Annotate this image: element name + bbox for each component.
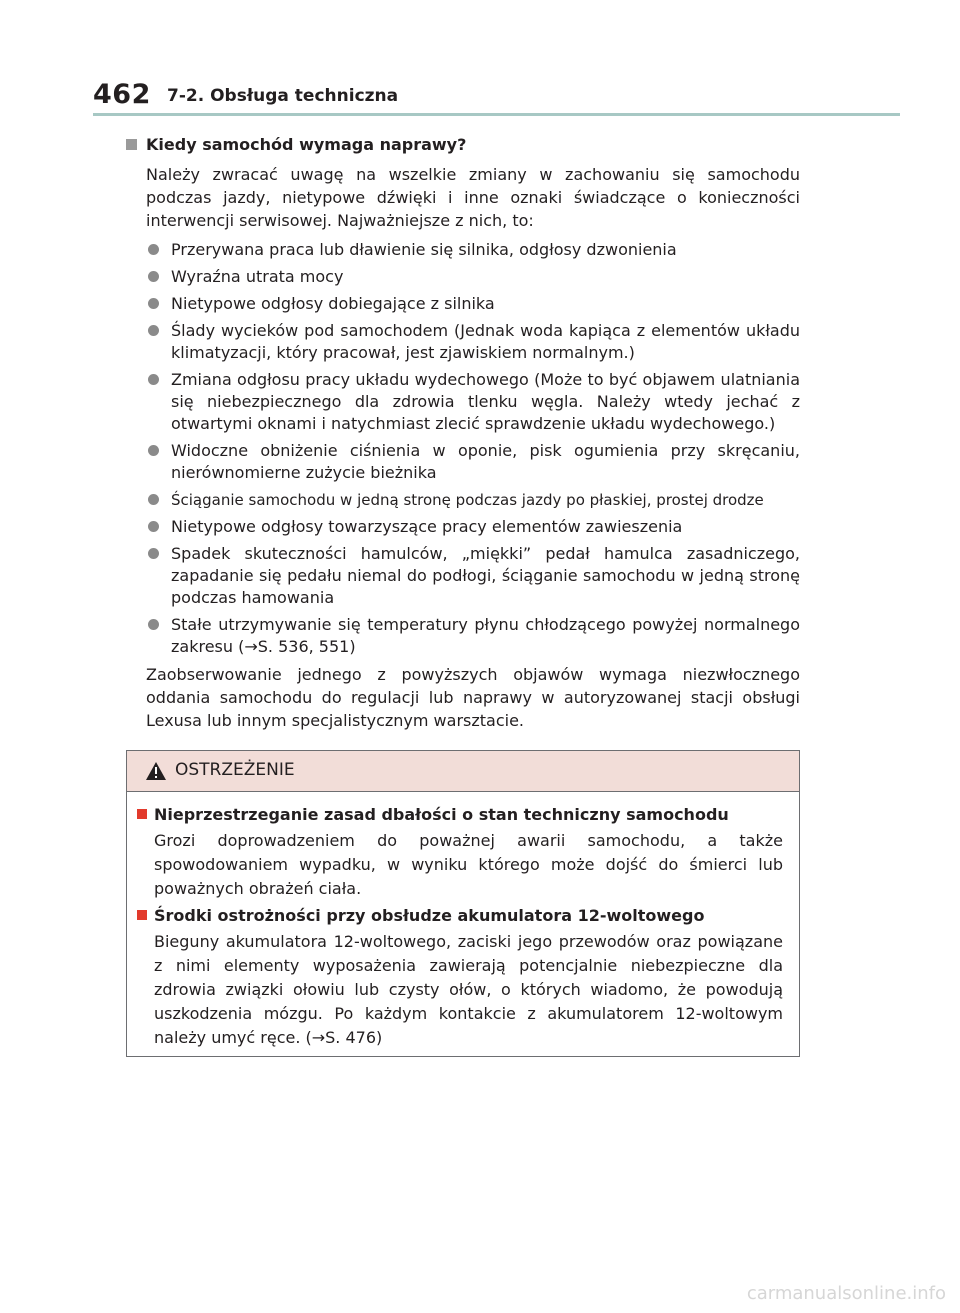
list-item <box>146 266 800 288</box>
warning-box <box>126 750 800 1057</box>
bullet-dot-icon <box>148 325 159 336</box>
list-item-text: Nietypowe odgłosy towarzyszące pracy elementów zawieszenia <box>171 517 683 536</box>
warning-triangle-icon <box>145 761 167 785</box>
bullet-dot-icon <box>148 445 159 456</box>
list-item-text: Nietypowe odgłosy dobiegające z silnika <box>171 294 495 313</box>
list-item <box>146 293 800 315</box>
square-bullet-icon <box>126 139 137 150</box>
warning-title: OSTRZEŻENIE <box>175 760 295 780</box>
warning-header <box>127 751 799 792</box>
bullet-dot-icon <box>148 244 159 255</box>
red-square-icon <box>137 910 147 920</box>
warning-body <box>127 792 799 1050</box>
bullet-dot-icon <box>148 548 159 559</box>
list-item-text: Widoczne obniżenie ciśnienia w oponie, pisk ogumienia przy skręcaniu, nierównomierne zużycie bieżnika <box>171 441 800 482</box>
section-title: 7-2. Obsługa techniczna <box>167 86 399 106</box>
symptom-list <box>126 239 800 658</box>
list-item <box>146 489 800 511</box>
list-item <box>146 440 800 484</box>
list-item <box>146 614 800 658</box>
intro-paragraph: Należy zwracać uwagę na wszelkie zmiany w zachowaniu się samochodu podczas jazdy, nietypowe dźwięki i inne oznaki świadczące o konieczności interwencji serwisowej. Najważniejsze z nich, to: <box>146 165 800 230</box>
bullet-dot-icon <box>148 374 159 385</box>
list-item-text: Spadek skuteczności hamulców, „miękki” pedał hamulca zasadniczego, zapadanie się pedału niemal do podłogi, ściąganie samochodu w jedną stronę podczas hamowania <box>171 544 800 607</box>
main-content <box>126 134 800 739</box>
closing-paragraph: Zaobserwowanie jednego z powyższych objawów wymaga niezwłocznego oddania samochodu do regulacji lub naprawy w autoryzowanej stacji obsługi Lexusa lub innym specjalistycznym warsztacie. <box>146 665 800 730</box>
list-item-text: Ślady wycieków pod samochodem (Jednak woda kapiąca z elementów układu klimatyzacji, który pracował, jest zjawiskiem normalnym.) <box>171 321 800 362</box>
bullet-dot-icon <box>148 494 159 505</box>
section-heading <box>126 134 800 156</box>
page-number: 462 <box>93 79 151 110</box>
watermark: carmanualsonline.info <box>746 1283 946 1304</box>
list-item <box>146 516 800 538</box>
warning-item-heading-text: Nieprzestrzeganie zasad dbałości o stan techniczny samochodu <box>154 805 729 824</box>
list-item-text: Przerywana praca lub dławienie się silnika, odgłosy dzwonienia <box>171 240 677 259</box>
list-item-text: Stałe utrzymywanie się temperatury płynu chłodzącego powyżej normalnego zakresu (→S. 536, 551) <box>171 615 800 656</box>
list-item-text: Wyraźna utrata mocy <box>171 267 344 286</box>
list-item <box>146 543 800 609</box>
list-item-text: Zmiana odgłosu pracy układu wydechowego (Może to być objawem ulatniania się niebezpiecznego dla zdrowia tlenku węgla. Należy wtedy jechać z otwartymi oknami i natychmiast zlecić sprawdzenie układu wydechowego.) <box>171 370 800 433</box>
list-item <box>146 320 800 364</box>
warning-item-heading <box>137 905 783 927</box>
bullet-dot-icon <box>148 271 159 282</box>
warning-item-text: Bieguny akumulatora 12-woltowego, zaciski jego przewodów oraz powiązane z nimi elementy wyposażenia zawierają potencjalnie niebezpieczne dla zdrowia związki ołowiu lub czysty ołów, o których wiadomo, że powodują uszkodzenia mózgu. Po każdym kontakcie z akumulatorem 12-woltowym należy umyć ręce. (→S. 476) <box>154 932 783 1047</box>
bullet-dot-icon <box>148 521 159 532</box>
warning-item-text: Grozi doprowadzeniem do poważnej awarii samochodu, a także spowodowaniem wypadku, w wyniku którego może dojść do śmierci lub poważnych obrażeń ciała. <box>154 831 783 898</box>
header-rule <box>93 113 900 116</box>
warning-item <box>137 804 783 901</box>
bullet-dot-icon <box>148 298 159 309</box>
red-square-icon <box>137 809 147 819</box>
warning-item-heading <box>137 804 783 826</box>
warning-item-heading-text: Środki ostrożności przy obsłudze akumulatora 12-woltowego <box>154 906 705 925</box>
section-heading-text: Kiedy samochód wymaga naprawy? <box>146 135 467 154</box>
list-item-text: Ściąganie samochodu w jedną stronę podczas jazdy po płaskiej, prostej drodze <box>171 491 764 509</box>
bullet-dot-icon <box>148 619 159 630</box>
warning-item <box>137 905 783 1050</box>
list-item <box>146 369 800 435</box>
list-item <box>146 239 800 261</box>
